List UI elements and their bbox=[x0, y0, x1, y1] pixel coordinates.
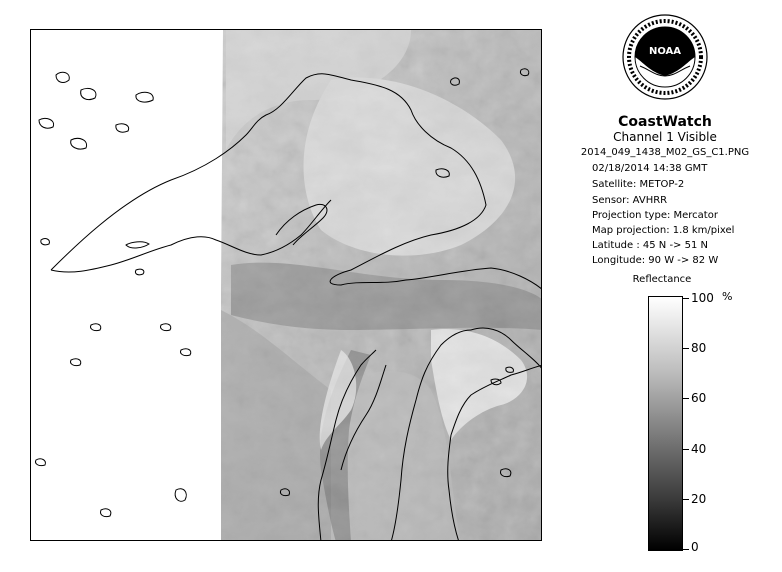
map-canvas bbox=[31, 30, 542, 541]
longitude-range: Longitude: 90 W -> 82 W bbox=[592, 255, 719, 266]
colorbar-tick-label: 60 bbox=[691, 391, 707, 405]
product-title: CoastWatch bbox=[618, 114, 712, 130]
logo-text: NOAA bbox=[648, 46, 682, 57]
colorbar-tick-label: 100 bbox=[691, 291, 714, 305]
noaa-logo-icon bbox=[622, 14, 708, 100]
date-time: 02/18/2014 14:38 GMT bbox=[592, 163, 708, 174]
channel-label: Channel 1 Visible bbox=[613, 130, 717, 144]
colorbar-title: Reflectance bbox=[632, 274, 692, 285]
colorbar-tick bbox=[683, 298, 689, 299]
no-data-region bbox=[31, 30, 223, 541]
latitude-range: Latitude : 45 N -> 51 N bbox=[592, 240, 708, 251]
colorbar-tick bbox=[683, 398, 689, 399]
colorbar-tick bbox=[683, 549, 689, 550]
reflectance-colorbar bbox=[648, 296, 683, 551]
colorbar-tick-label: 20 bbox=[691, 492, 707, 506]
satellite-map bbox=[30, 29, 542, 541]
colorbar-tick-label: 0 bbox=[691, 540, 699, 554]
sensor-label: Sensor: AVHRR bbox=[592, 195, 668, 206]
imagery-layer bbox=[221, 30, 542, 541]
colorbar-unit: % bbox=[722, 290, 733, 303]
colorbar-tick bbox=[683, 449, 689, 450]
projection-type: Projection type: Mercator bbox=[592, 210, 718, 221]
map-projection: Map projection: 1.8 km/pixel bbox=[592, 225, 735, 236]
colorbar-tick-label: 80 bbox=[691, 341, 707, 355]
colorbar-tick bbox=[683, 348, 689, 349]
colorbar-tick bbox=[683, 499, 689, 500]
file-name: 2014_049_1438_M02_GS_C1.PNG bbox=[580, 147, 750, 158]
satellite-label: Satellite: METOP-2 bbox=[592, 179, 685, 190]
colorbar-tick-label: 40 bbox=[691, 442, 707, 456]
